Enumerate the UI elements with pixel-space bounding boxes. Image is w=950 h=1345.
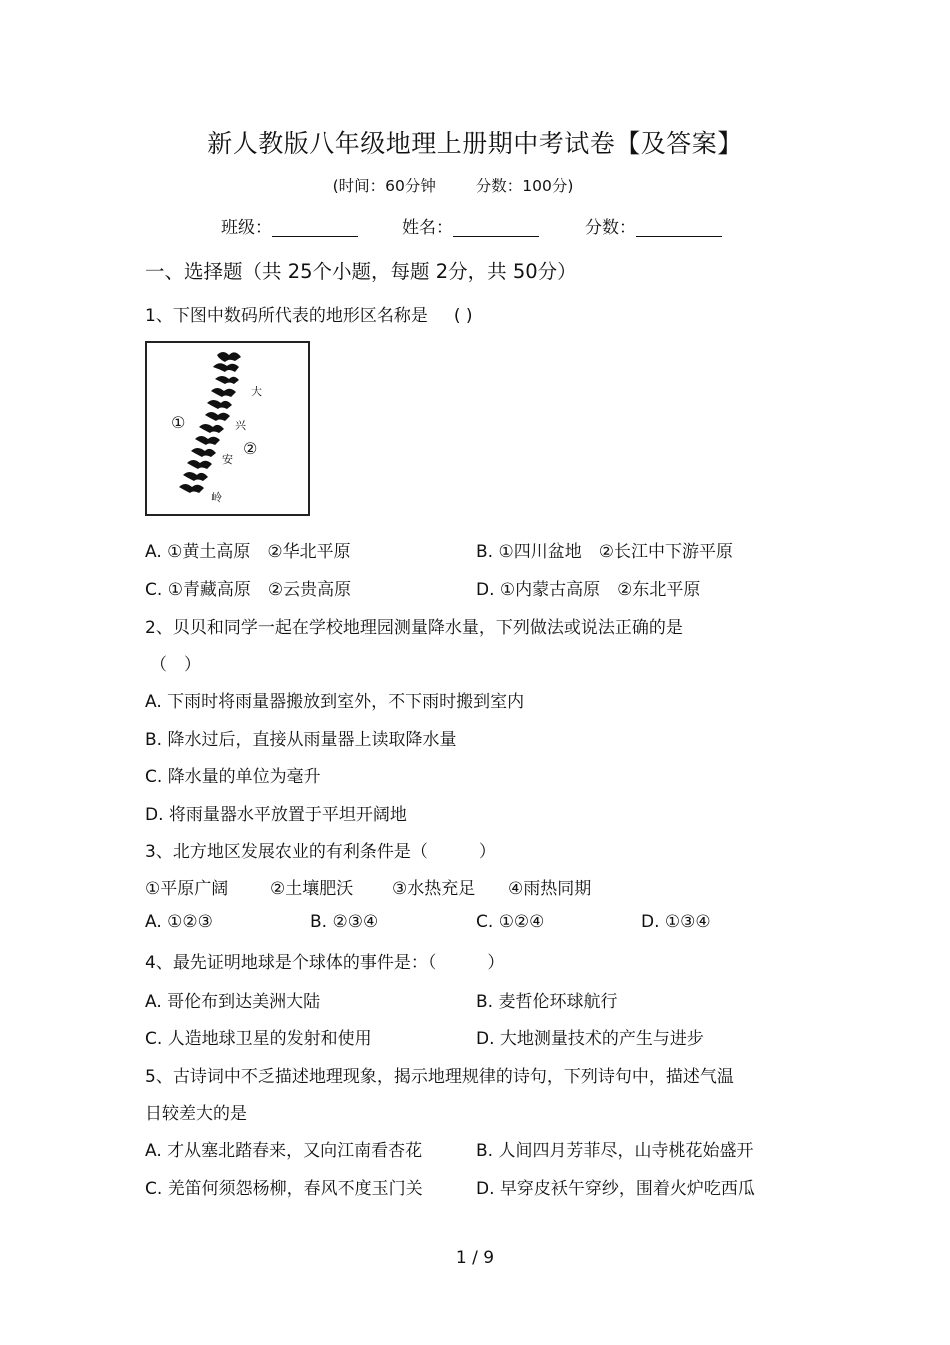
- q1-option-d[interactable]: [476, 575, 700, 600]
- q3-option-a[interactable]: [145, 912, 213, 932]
- option-letter: D.: [476, 1029, 495, 1049]
- option-letter: C.: [145, 1179, 163, 1199]
- option-text: 麦哲伦环球航行: [498, 992, 618, 1012]
- map-label-1: ①: [171, 413, 186, 432]
- option-letter: A.: [145, 1141, 162, 1161]
- q2-option-b[interactable]: [145, 725, 456, 750]
- class-label: 班级：: [221, 218, 272, 238]
- name-label: 姓名：: [402, 218, 453, 238]
- q3-option-c[interactable]: [476, 912, 544, 932]
- q5-option-d[interactable]: [476, 1174, 755, 1199]
- option-text: ①②④: [498, 912, 545, 932]
- option-text: ①青藏高原 ②云贵高原: [167, 580, 352, 600]
- q3-option-b[interactable]: [310, 912, 378, 932]
- score-label: 分数：: [585, 218, 636, 238]
- q3-stem: 3、北方地区发展农业的有利条件是（ ）: [145, 842, 496, 862]
- q1-paren: ( ): [453, 306, 473, 326]
- option-letter: C.: [145, 580, 163, 600]
- option-text: ①内蒙古高原 ②东北平原: [499, 580, 701, 600]
- option-text: 羌笛何须怨杨柳，春风不度玉门关: [167, 1179, 423, 1199]
- q3-option-d[interactable]: [641, 912, 711, 932]
- score-field: [585, 213, 722, 238]
- range-char-3: 安: [222, 453, 233, 466]
- option-letter: C.: [145, 767, 163, 787]
- option-text: 降水量的单位为毫升: [167, 767, 321, 787]
- option-text: 人间四月芳菲尽，山寺桃花始盛开: [498, 1141, 754, 1161]
- option-text: 将雨量器水平放置于平坦开阔地: [168, 805, 407, 825]
- q4-option-c[interactable]: [145, 1024, 372, 1049]
- q2-option-a[interactable]: [145, 687, 524, 712]
- option-letter: A.: [145, 912, 162, 932]
- option-letter: C.: [476, 912, 494, 932]
- option-text: 下雨时将雨量器搬放到室外，不下雨时搬到室内: [167, 692, 525, 712]
- option-text: 人造地球卫星的发射和使用: [167, 1029, 372, 1049]
- option-letter: D.: [476, 580, 495, 600]
- option-text: 才从塞北踏春来，又向江南看杏花: [167, 1141, 423, 1161]
- q2-stem: 2、贝贝和同学一起在学校地理园测量降水量，下列做法或说法正确的是: [145, 618, 683, 638]
- section-heading: 一、选择题（共 25个小题，每题 2分，共 50分）: [145, 260, 577, 283]
- option-letter: A.: [145, 992, 162, 1012]
- q3-condition-2: ②土壤肥沃: [270, 879, 354, 899]
- option-letter: D.: [476, 1179, 495, 1199]
- q1-stem: [145, 301, 473, 326]
- time-value: 60分钟: [385, 177, 436, 195]
- q4-stem: 4、最先证明地球是个球体的事件是：（ ）: [145, 953, 505, 973]
- q1-stem-text: 1、下图中数码所代表的地形区名称是: [145, 306, 428, 326]
- name-field: [402, 213, 539, 238]
- name-blank[interactable]: [453, 218, 539, 237]
- total-score-label: 分数：: [475, 177, 523, 195]
- option-letter: D.: [145, 805, 164, 825]
- option-letter: A.: [145, 542, 162, 562]
- q2-option-c[interactable]: [145, 762, 321, 787]
- option-text: 哥伦布到达美洲大陆: [167, 992, 321, 1012]
- q5-option-c[interactable]: [145, 1174, 423, 1199]
- q5-stem-line1: 5、古诗词中不乏描述地理现象，揭示地理规律的诗句，下列诗句中，描述气温: [145, 1067, 734, 1087]
- option-text: ②③④: [332, 912, 379, 932]
- q1-option-b[interactable]: [476, 537, 733, 562]
- q1-option-a[interactable]: [145, 537, 351, 562]
- exam-title: 新人教版八年级地理上册期中考试卷【及答案】: [207, 129, 743, 158]
- total-score-value: 100分): [522, 177, 574, 195]
- class-blank[interactable]: [272, 218, 358, 237]
- range-char-2: 兴: [235, 419, 246, 432]
- range-char-1: 大: [251, 385, 262, 398]
- q2-option-d[interactable]: [145, 800, 407, 825]
- option-letter: B.: [476, 992, 494, 1012]
- q3-condition-1: ①平原广阔: [145, 879, 229, 899]
- option-text: 大地测量技术的产生与进步: [499, 1029, 704, 1049]
- option-letter: B.: [145, 730, 163, 750]
- option-text: ①③④: [664, 912, 711, 932]
- option-letter: B.: [310, 912, 328, 932]
- map-label-2: ②: [243, 439, 258, 458]
- option-letter: C.: [145, 1029, 163, 1049]
- q4-option-d[interactable]: [476, 1024, 704, 1049]
- option-text: 早穿皮袄午穿纱，围着火炉吃西瓜: [499, 1179, 755, 1199]
- q3-condition-4: ④雨热同期: [508, 879, 592, 899]
- option-letter: B.: [476, 542, 494, 562]
- option-letter: A.: [145, 692, 162, 712]
- q5-stem-line2: 日较差大的是: [145, 1104, 247, 1124]
- time-label: (时间：: [332, 177, 386, 195]
- option-letter: B.: [476, 1141, 494, 1161]
- q3-condition-3: ③水热充足: [392, 879, 476, 899]
- q4-option-b[interactable]: [476, 987, 617, 1012]
- q5-option-a[interactable]: [145, 1136, 422, 1161]
- mountain-range-icon: [179, 352, 241, 493]
- score-blank[interactable]: [636, 218, 722, 237]
- option-text: 降水过后，直接从雨量器上读取降水量: [167, 730, 457, 750]
- exam-meta: [0, 174, 906, 196]
- option-text: ①黄土高原 ②华北平原: [167, 542, 351, 562]
- page-number: 1 / 9: [455, 1248, 495, 1268]
- q1-option-c[interactable]: [145, 575, 351, 600]
- range-char-4: 岭: [211, 491, 222, 504]
- q4-option-a[interactable]: [145, 987, 320, 1012]
- q5-option-b[interactable]: [476, 1136, 753, 1161]
- class-field: [221, 213, 358, 238]
- option-text: ①②③: [167, 912, 213, 932]
- q2-paren: （ ）: [150, 655, 201, 675]
- option-text: ①四川盆地 ②长江中下游平原: [498, 542, 733, 562]
- option-letter: D.: [641, 912, 660, 932]
- daxinganling-map: [145, 341, 310, 516]
